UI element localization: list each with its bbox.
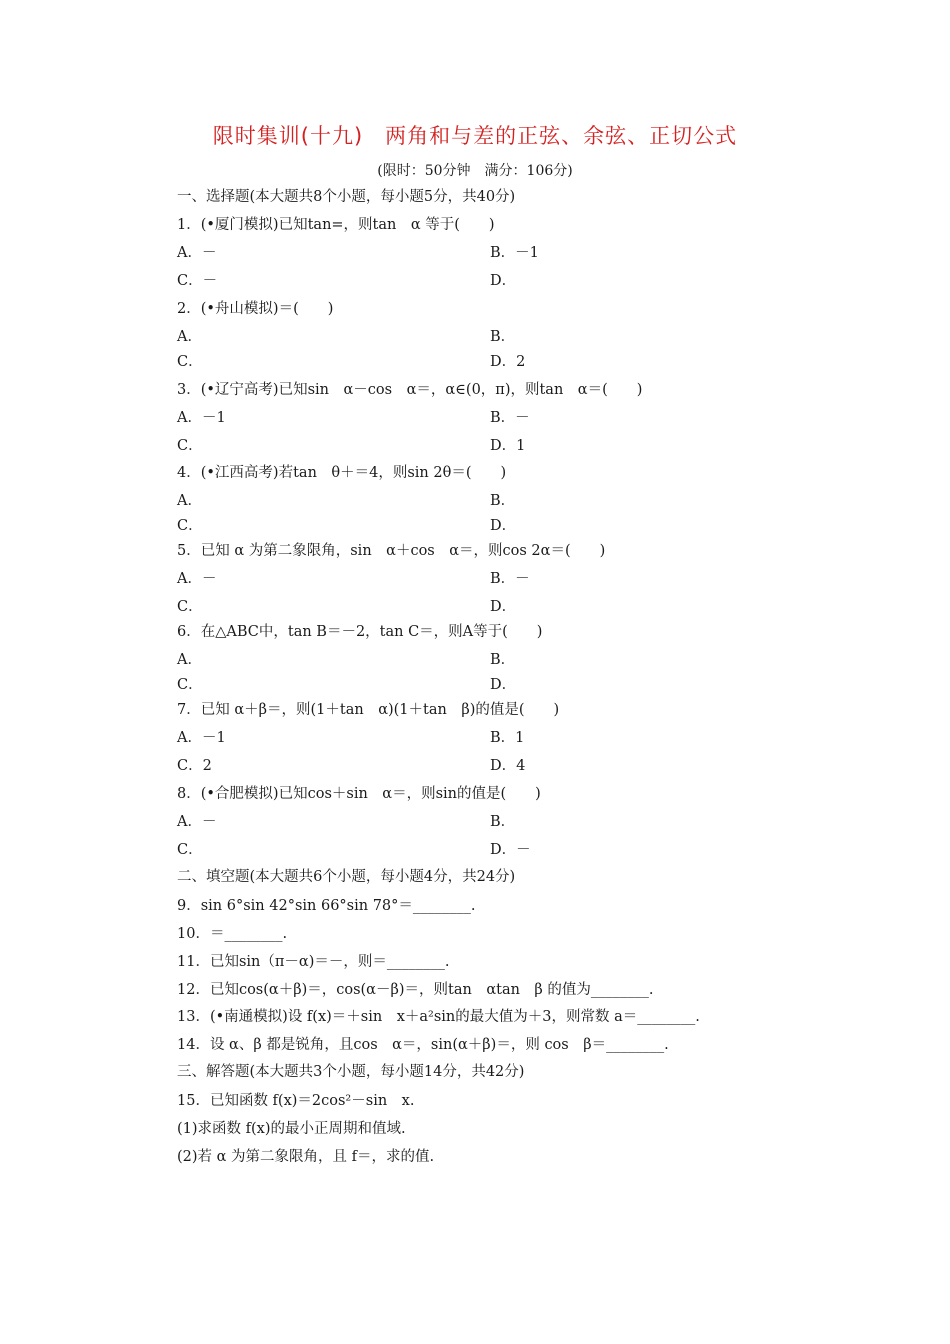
question-15-part-2: (2)若 α 为第二象限角，且 f＝，求的值.	[177, 1149, 435, 1165]
question-13: 13．(•南通模拟)设 f(x)＝＋sin x＋a²sin的最大值为＋3，则常数 a＝________.	[177, 1009, 700, 1025]
option-7d: D．4	[490, 758, 526, 774]
option-5a: A．－	[177, 571, 217, 587]
option-2c: C．	[177, 354, 203, 370]
question-15-part-1: (1)求函数 f(x)的最小正周期和值域.	[177, 1121, 406, 1137]
option-6a: A．	[177, 652, 202, 668]
question-11: 11．已知sin（π－α)＝－，则＝________.	[177, 954, 450, 970]
option-1c: C．－	[177, 273, 218, 289]
question-1: 1．(•厦门模拟)已知tan=，则tan α 等于( )	[177, 217, 495, 233]
option-4a: A．	[177, 493, 202, 509]
option-3a: A．－1	[177, 410, 226, 426]
section-heading-choice: 一、选择题(本大题共8个小题，每小题5分，共40分)	[177, 189, 516, 205]
section-heading-fill: 二、填空题(本大题共6个小题，每小题4分，共24分)	[177, 869, 516, 885]
option-8b: B．	[490, 814, 516, 830]
option-2d: D．2	[490, 354, 526, 370]
section-heading-solve: 三、解答题(本大题共3个小题，每小题14分，共42分)	[177, 1064, 525, 1080]
option-1a: A．－	[177, 245, 217, 261]
page-subtitle: (限时：50分钟 满分：106分)	[377, 163, 573, 179]
option-5b: B．－	[490, 571, 530, 587]
question-9: 9．sin 6°sin 42°sin 66°sin 78°＝________.	[177, 898, 476, 914]
question-10: 10．＝________.	[177, 926, 288, 942]
option-5c: C．	[177, 599, 203, 615]
option-6c: C．	[177, 677, 203, 693]
option-4b: B．	[490, 493, 516, 509]
option-7b: B．1	[490, 730, 525, 746]
question-3: 3．(•辽宁高考)已知sin α－cos α＝，α∈(0，π)，则tan α＝( )	[177, 382, 643, 398]
option-4c: C．	[177, 518, 203, 534]
option-7a: A．－1	[177, 730, 226, 746]
question-14: 14．设 α、β 都是锐角，且cos α＝，sin(α＋β)＝，则 cos β＝________.	[177, 1037, 669, 1053]
question-8: 8．(•合肥模拟)已知cos＋sin α＝，则sin的值是( )	[177, 786, 541, 802]
option-2b: B．	[490, 329, 516, 345]
option-6b: B．	[490, 652, 516, 668]
option-6d: D．	[490, 677, 517, 693]
question-15: 15．已知函数 f(x)＝2cos²－sin x.	[177, 1093, 415, 1109]
option-3d: D．1	[490, 438, 526, 454]
option-4d: D．	[490, 518, 517, 534]
question-2: 2．(•舟山模拟)＝( )	[177, 301, 334, 317]
option-2a: A．	[177, 329, 202, 345]
page-title: 限时集训(十九) 两角和与差的正弦、余弦、正切公式	[212, 124, 738, 148]
option-3b: B．－	[490, 410, 530, 426]
option-5d: D．	[490, 599, 517, 615]
option-1d: D．	[490, 273, 517, 289]
option-7c: C．2	[177, 758, 212, 774]
option-8c: C．	[177, 842, 203, 858]
option-1b: B．－1	[490, 245, 539, 261]
option-8d: D．－	[490, 842, 531, 858]
question-7: 7．已知 α＋β＝，则(1＋tan α)(1＋tan β)的值是( )	[177, 702, 560, 718]
question-4: 4．(•江西高考)若tan θ＋＝4，则sin 2θ＝( )	[177, 465, 507, 481]
question-5: 5．已知 α 为第二象限角，sin α＋cos α＝，则cos 2α＝( )	[177, 543, 606, 559]
question-6: 6．在△ABC中，tan B＝－2，tan C＝，则A等于( )	[177, 624, 543, 640]
option-8a: A．－	[177, 814, 217, 830]
question-12: 12．已知cos(α＋β)＝，cos(α－β)＝，则tan αtan β 的值为________.	[177, 982, 654, 998]
option-3c: C．	[177, 438, 203, 454]
